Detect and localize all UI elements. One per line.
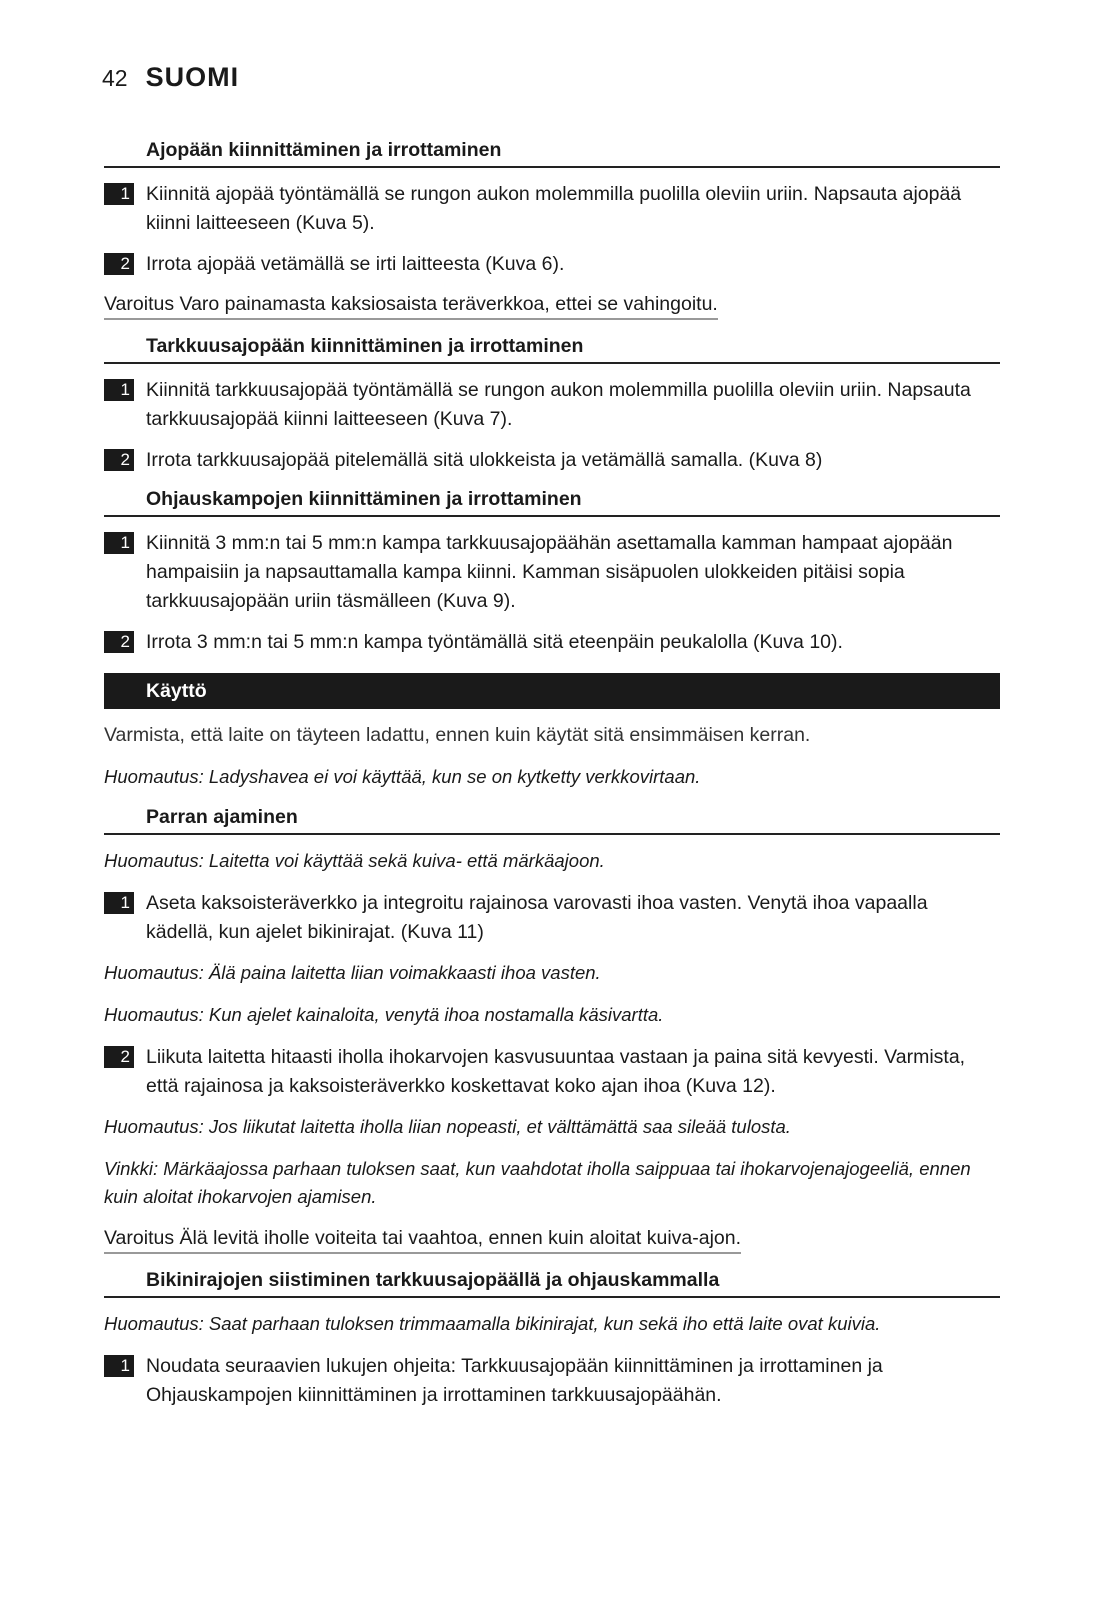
step-text: Liikuta laitetta hitaasti iholla ihokarvojen kasvusuuntaa vastaan ja paina sitä kevyesti. Varmista, että rajainosa ja kaksoisteräverkko koskettavat koko ajan ihoa (Kuva 12). (146, 1046, 966, 1097)
note-text: Huomautus: Jos liikutat laitetta iholla liian nopeasti, et välttämättä saa sileää tulosta. (104, 1116, 791, 1137)
tip-text: Vinkki: Märkäajossa parhaan tuloksen saat, kun vaahdotat iholla saippuaa tai ihokarvojenajogeeliä, ennen kuin aloitat ihokarvojen ajamisen. (104, 1158, 971, 1207)
note-text: Huomautus: Kun ajelet kainaloita, venytä ihoa nostamalla käsivartta. (104, 1004, 664, 1025)
intro-text: Varmista, että laite on täyteen ladattu, ennen kuin käytät sitä ensimmäisen kerran. (104, 724, 811, 746)
step-item (104, 1352, 1000, 1410)
page-content (104, 138, 1000, 1422)
step-item (104, 446, 1000, 475)
step-text: Noudata seuraavien lukujen ohjeita: Tarkkuusajopään kiinnittäminen ja irrottaminen ja Ohjauskampojen kiinnittäminen ja irrottaminen tarkkuusajopäähän. (146, 1355, 883, 1406)
step-item (104, 180, 1000, 238)
step-number: 1 (104, 183, 134, 205)
step-item (104, 250, 1000, 279)
step-text: Aseta kaksoisteräverkko ja integroitu rajainosa varovasti ihoa vasten. Venytä ihoa vapaalla kädellä, kun ajelet bikinirajat. (Kuva 11) (146, 892, 928, 943)
note-text: Huomautus: Saat parhaan tuloksen trimmaamalla bikinirajat, kun sekä iho että laite ovat kuivia. (104, 1313, 881, 1334)
step-number: 2 (104, 253, 134, 275)
step-item (104, 628, 1000, 657)
section-heading: Ajopään kiinnittäminen ja irrottaminen (104, 138, 1000, 168)
section-heading: Bikinirajojen siistiminen tarkkuusajopäällä ja ohjauskammalla (104, 1268, 1000, 1298)
step-item (104, 1043, 1000, 1101)
step-text: Kiinnitä tarkkuusajopää työntämällä se rungon aukon molemmilla puolilla oleviin uriin. Napsauta tarkkuusajopää kiinni laitteeseen (Kuva 7). (146, 379, 971, 430)
step-item (104, 529, 1000, 616)
step-item (104, 376, 1000, 434)
section-heading: Tarkkuusajopään kiinnittäminen ja irrottaminen (104, 334, 1000, 364)
step-number: 2 (104, 631, 134, 653)
language-title: SUOMI (145, 62, 240, 92)
note-text: Huomautus: Älä paina laitetta liian voimakkaasti ihoa vasten. (104, 962, 601, 983)
step-number: 1 (104, 532, 134, 554)
step-number: 2 (104, 449, 134, 471)
step-text: Irrota tarkkuusajopää pitelemällä sitä ulokkeista ja vetämällä samalla. (Kuva 8) (146, 449, 823, 471)
warning-text: Varoitus Varo painamasta kaksiosaista teräverkkoa, ettei se vahingoitu. (104, 291, 718, 320)
step-text: Irrota ajopää vetämällä se irti laitteesta (Kuva 6). (146, 253, 565, 275)
page-header (102, 62, 239, 93)
step-number: 1 (104, 1355, 134, 1377)
step-item (104, 889, 1000, 947)
warning-text: Varoitus Älä levitä iholle voiteita tai vaahtoa, ennen kuin aloitat kuiva-ajon. (104, 1225, 741, 1254)
step-text: Kiinnitä ajopää työntämällä se rungon aukon molemmilla puolilla oleviin uriin. Napsauta ajopää kiinni laitteeseen (Kuva 5). (146, 183, 962, 234)
step-number: 1 (104, 379, 134, 401)
note-text: Huomautus: Laitetta voi käyttää sekä kuiva- että märkäajoon. (104, 850, 605, 871)
page-number: 42 (102, 65, 128, 91)
note-text: Huomautus: Ladyshavea ei voi käyttää, kun se on kytketty verkkovirtaan. (104, 766, 701, 787)
step-text: Kiinnitä 3 mm:n tai 5 mm:n kampa tarkkuusajopäähän asettamalla kamman hampaat ajopään hampaisiin ja napsauttamalla kampa kiinni. Kamman sisäpuolen ulokkeiden pitäisi sopia tarkkuusajopään uriin täsmälleen (Kuva 9). (146, 532, 953, 612)
section-band-title: Käyttö (104, 673, 1000, 709)
section-heading: Ohjauskampojen kiinnittäminen ja irrottaminen (104, 487, 1000, 517)
section-heading: Parran ajaminen (104, 805, 1000, 835)
step-number: 2 (104, 1046, 134, 1068)
step-text: Irrota 3 mm:n tai 5 mm:n kampa työntämällä sitä eteenpäin peukalolla (Kuva 10). (146, 631, 843, 653)
step-number: 1 (104, 892, 134, 914)
